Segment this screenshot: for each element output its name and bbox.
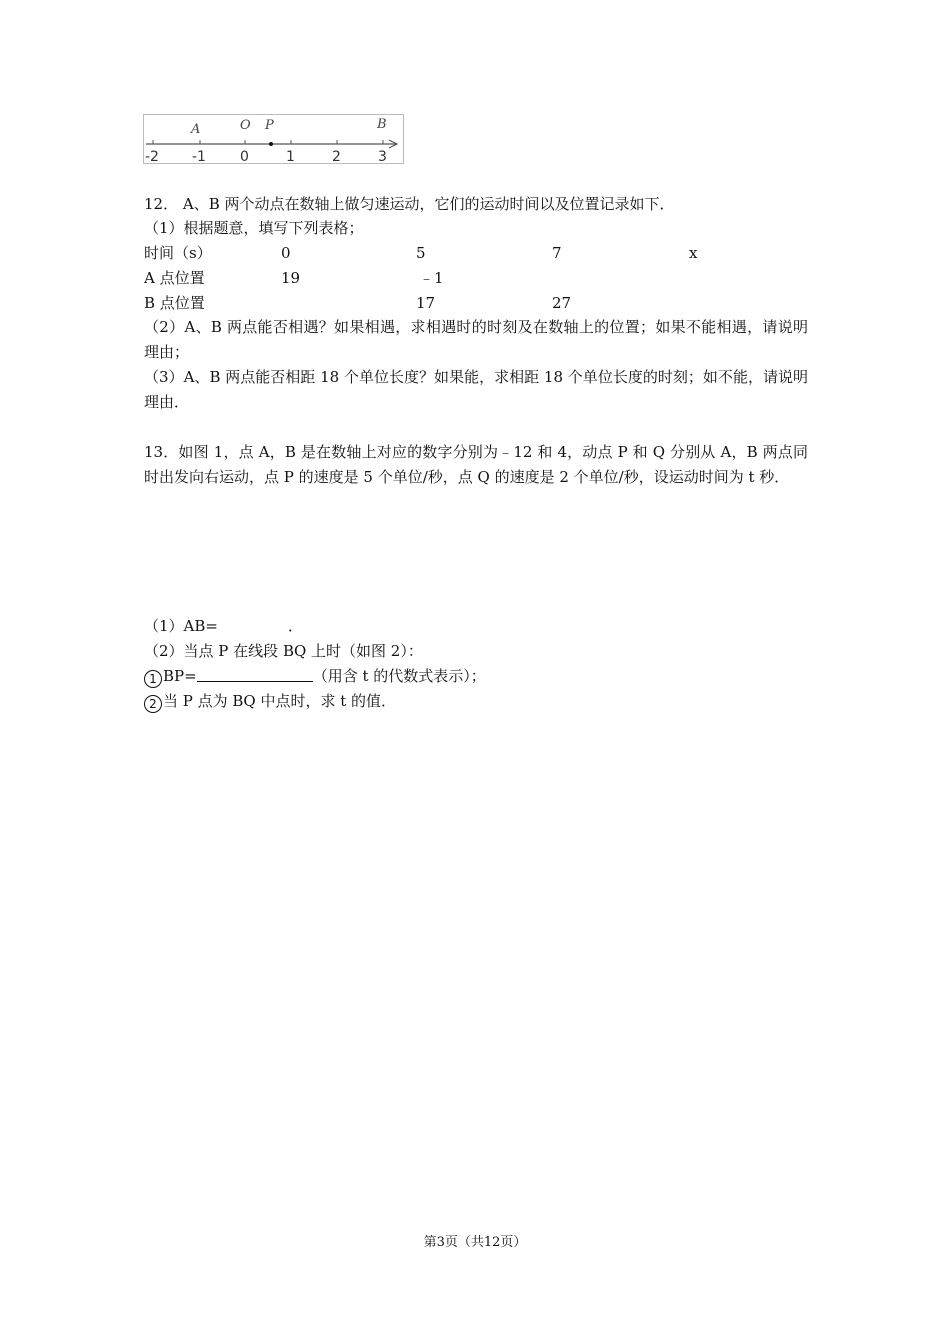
number-line-figure bbox=[143, 114, 404, 164]
tick-label: -1 bbox=[192, 149, 206, 163]
table-row-a-label: A 点位置 bbox=[144, 269, 205, 287]
circled-number-icon: 1 bbox=[144, 670, 162, 688]
q13-part2: （2）当点 P 在线段 BQ 上时（如图 2）： bbox=[144, 642, 423, 660]
q12-part3: （3）A、B 两点能否相距 18 个单位长度？如果能，求相距 18 个单位长度的时刻；如不能，请说明理由． bbox=[144, 368, 808, 411]
q13-part1 bbox=[144, 616, 303, 636]
q13-sub2 bbox=[144, 691, 396, 713]
q13-sub1-suffix: （用含 t 的代数式表示）； bbox=[312, 667, 486, 685]
q13-sub1-blank bbox=[197, 666, 313, 682]
ticks bbox=[153, 140, 383, 144]
circled-number-icon: 2 bbox=[144, 695, 162, 713]
table-cell: 7 bbox=[552, 244, 562, 262]
tick-label: -2 bbox=[145, 149, 159, 163]
q13-sub1-prefix: BP= bbox=[163, 667, 197, 685]
table-header-label: 时间（s） bbox=[144, 244, 212, 262]
q13-part1-prefix: （1）AB= bbox=[144, 617, 218, 635]
table-cell: x bbox=[689, 244, 698, 262]
q13-part1-suffix: ． bbox=[287, 617, 303, 635]
table-cell: ﹣1 bbox=[419, 269, 444, 287]
tick-label: 3 bbox=[378, 149, 387, 163]
q13-sub1 bbox=[144, 666, 486, 688]
q13-sub2-text: 当 P 点为 BQ 中点时，求 t 的值． bbox=[163, 692, 397, 710]
point-p-dot bbox=[269, 142, 273, 146]
tick-label: 2 bbox=[332, 149, 341, 163]
table-cell: 19 bbox=[281, 269, 301, 287]
q12-part2: （2）A、B 两点能否相遇？如果相遇，求相遇时的时刻及在数轴上的位置；如果不能相遇，请说明理由； bbox=[144, 318, 808, 361]
point-label-a: A bbox=[191, 122, 201, 137]
point-label-o: O bbox=[240, 118, 251, 133]
table-row-b-label: B 点位置 bbox=[144, 294, 205, 312]
q13-stem: 13．如图 1，点 A，B 是在数轴上对应的数字分别为﹣12 和 4，动点 P 和 Q 分别从 A，B 两点同时出发向右运动，点 P 的速度是 5 个单位/秒，点 Q 的速度是 2 个单位/秒，设运动时间为 t 秒． bbox=[144, 443, 808, 486]
point-label-b: B bbox=[377, 117, 387, 132]
point-label-p: P bbox=[265, 118, 274, 133]
table-cell: 17 bbox=[416, 294, 436, 312]
table-cell: 0 bbox=[281, 244, 291, 262]
page-footer: 第3页（共12页） bbox=[423, 1235, 527, 1250]
number-line-svg bbox=[144, 115, 403, 163]
q12-part1: （1）根据题意，填写下列表格； bbox=[144, 219, 364, 237]
tick-label: 1 bbox=[286, 149, 295, 163]
tick-label: 0 bbox=[240, 149, 249, 163]
table-cell: 27 bbox=[552, 294, 572, 312]
table-cell: 5 bbox=[416, 244, 426, 262]
q12-stem: 12． A、B 两个动点在数轴上做匀速运动，它们的运动时间以及位置记录如下． bbox=[144, 195, 675, 213]
